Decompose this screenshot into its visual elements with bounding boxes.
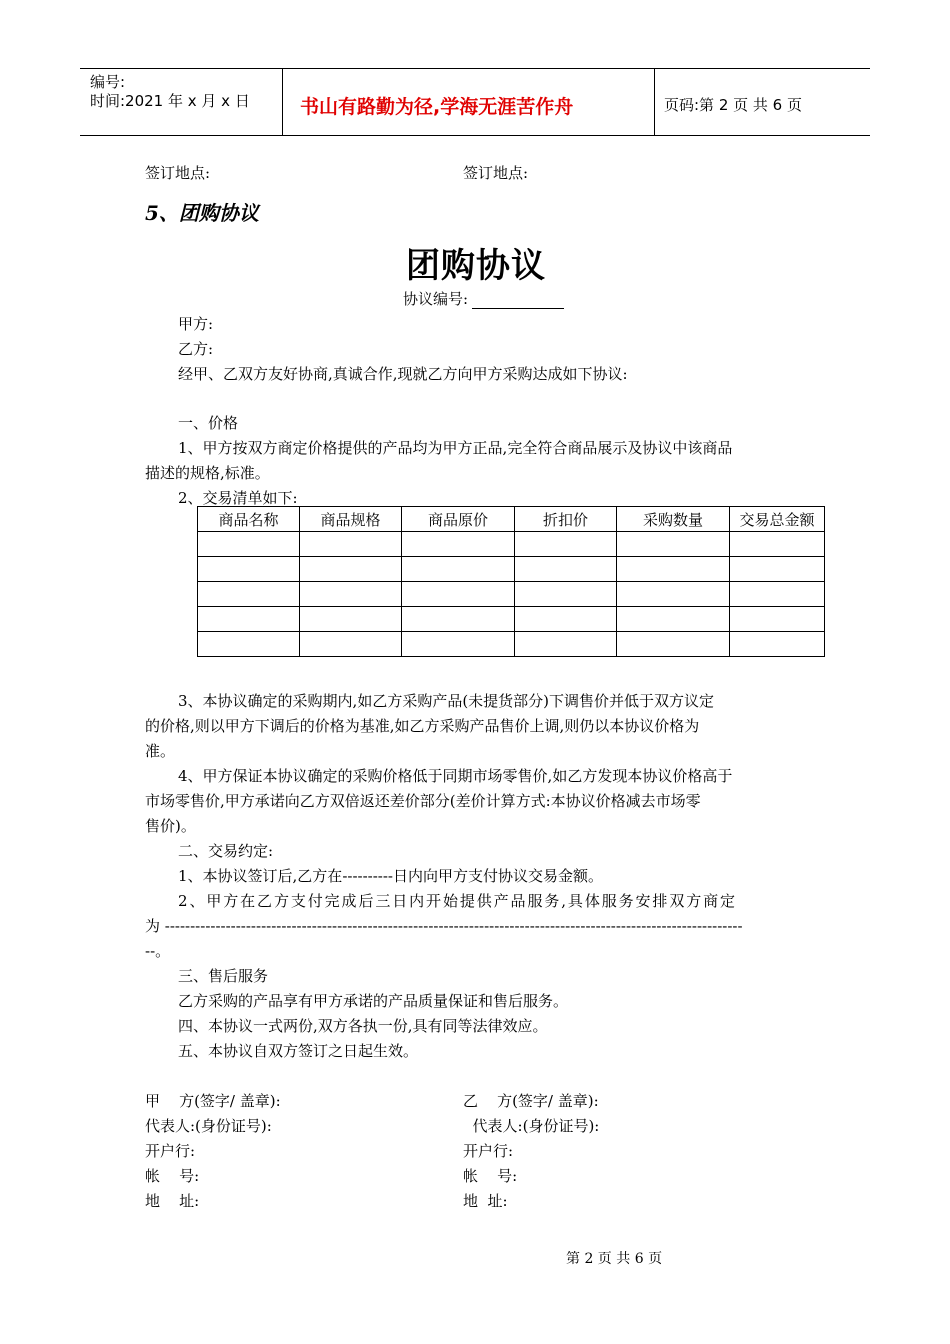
table-cell [198,582,300,607]
table-cell [515,632,617,657]
section-aftersales-heading: 三、售后服务 [178,967,269,985]
agreement-number [403,288,564,309]
section-transaction-heading: 二、交易约定: [178,842,274,860]
table-cell [617,632,730,657]
price-clause-1-line1: 1、甲方按双方商定价格提供的产品均为甲方正品,完全符合商品展示及协议中该商品 [178,439,733,457]
table-cell [730,582,825,607]
table-header-cell: 采购数量 [617,507,730,532]
table-cell [730,532,825,557]
table-header-row [198,507,825,532]
section-price-heading: 一、价格 [178,414,239,432]
table-cell [730,632,825,657]
table-cell [402,532,515,557]
table-cell [402,607,515,632]
table-cell [617,582,730,607]
party-b: 乙方: [178,340,214,358]
price-clause-4-line1: 4、甲方保证本协议确定的采购价格低于同期市场零售价,如乙方发现本协议价格高于 [178,767,733,785]
intro-paragraph: 经甲、乙双方友好协商,真诚合作,现就乙方向甲方采购达成如下协议: [178,365,628,383]
price-clause-3-line2: 的价格,则以甲方下调后的价格为基准,如乙方采购产品售价上调,则仍以本协议价格为 [145,717,700,735]
table-cell [515,557,617,582]
table-cell [198,632,300,657]
table-row [198,532,825,557]
agreement-number-label: 协议编号: [403,290,469,308]
table-row [198,607,825,632]
transaction-clause-1: 1、本协议签订后,乙方在----------日内向甲方支付协议交易金额。 [178,867,603,885]
transaction-clause-2-line2: 为 ------------------------------------------------------------------------------------------------------------------ [145,917,743,935]
price-clause-4-line2: 市场零售价,甲方承诺向乙方双倍返还差价部分(差价计算方式:本协议价格减去市场零 [145,792,701,810]
table-cell [300,532,402,557]
table-header-cell: 交易总金额 [730,507,825,532]
party-a-bank: 开户行: [145,1142,196,1160]
party-a-representative: 代表人:(身份证号): [145,1117,272,1135]
header-motto: 书山有路勤为径,学海无涯苦作舟 [300,96,574,118]
page-footer: 第 2 页 共 6 页 [566,1251,663,1267]
party-b-representative: 代表人:(身份证号): [463,1117,600,1135]
table-header-cell: 折扣价 [515,507,617,532]
table-cell [402,632,515,657]
price-clause-3-line3: 准。 [145,742,176,760]
table-cell [617,557,730,582]
table-header-cell: 商品原价 [402,507,515,532]
table-cell [515,607,617,632]
header-top-rule [80,68,870,69]
table-row [198,582,825,607]
table-cell [402,557,515,582]
transaction-clause-2-line1: 2、甲方在乙方支付完成后三日内开始提供产品服务,具体服务安排双方商定 [178,892,737,910]
table-cell [198,557,300,582]
table-cell [300,557,402,582]
table-cell [300,607,402,632]
party-a-address: 地 址: [145,1192,200,1210]
party-b-bank: 开户行: [463,1142,514,1160]
party-b-signature: 乙 方(签字/ 盖章): [463,1092,599,1110]
price-clause-4-line3: 售价)。 [145,817,196,835]
price-clause-2: 2、交易清单如下: [178,489,298,507]
table-cell [300,582,402,607]
party-a-signature: 甲 方(签字/ 盖章): [145,1092,281,1110]
table-cell [402,582,515,607]
transaction-table [197,506,825,657]
header-bottom-rule [80,135,870,136]
table-cell [300,632,402,657]
table-cell [730,607,825,632]
price-clause-1-line2: 描述的规格,标准。 [145,464,270,482]
table-cell [617,607,730,632]
table-row [198,557,825,582]
section-title: 5、团购协议 [145,201,259,225]
table-cell [198,607,300,632]
table-row [198,632,825,657]
party-a: 甲方: [178,315,214,333]
document-title: 团购协议 [406,246,546,286]
transaction-clause-2-line3: --。 [145,942,171,960]
price-clause-3-line1: 3、本协议确定的采购期内,如乙方采购产品(未提货部分)下调售价并低于双方议定 [178,692,715,710]
header-divider-left [282,68,283,136]
table-cell [617,532,730,557]
copies-clause: 四、本协议一式两份,双方各执一份,具有同等法律效应。 [178,1017,548,1035]
table-cell [730,557,825,582]
signing-location-left: 签订地点: [145,164,211,182]
party-a-account: 帐 号: [145,1167,200,1185]
signing-location-right: 签订地点: [463,164,529,182]
table-header-cell: 商品规格 [300,507,402,532]
party-b-account: 帐 号: [463,1167,518,1185]
serial-label: 编号: [90,73,126,91]
agreement-number-blank [472,294,564,309]
time-label: 时间:2021 年 x 月 x 日 [90,92,250,110]
party-b-address: 地 址: [463,1192,508,1210]
table-cell [198,532,300,557]
effective-clause: 五、本协议自双方签订之日起生效。 [178,1042,419,1060]
table-cell [515,532,617,557]
table-header-cell: 商品名称 [198,507,300,532]
table-cell [515,582,617,607]
page-indicator: 页码:第 2 页 共 6 页 [664,96,802,114]
aftersales-clause: 乙方采购的产品享有甲方承诺的产品质量保证和售后服务。 [178,992,569,1010]
header-divider-right [654,68,655,136]
